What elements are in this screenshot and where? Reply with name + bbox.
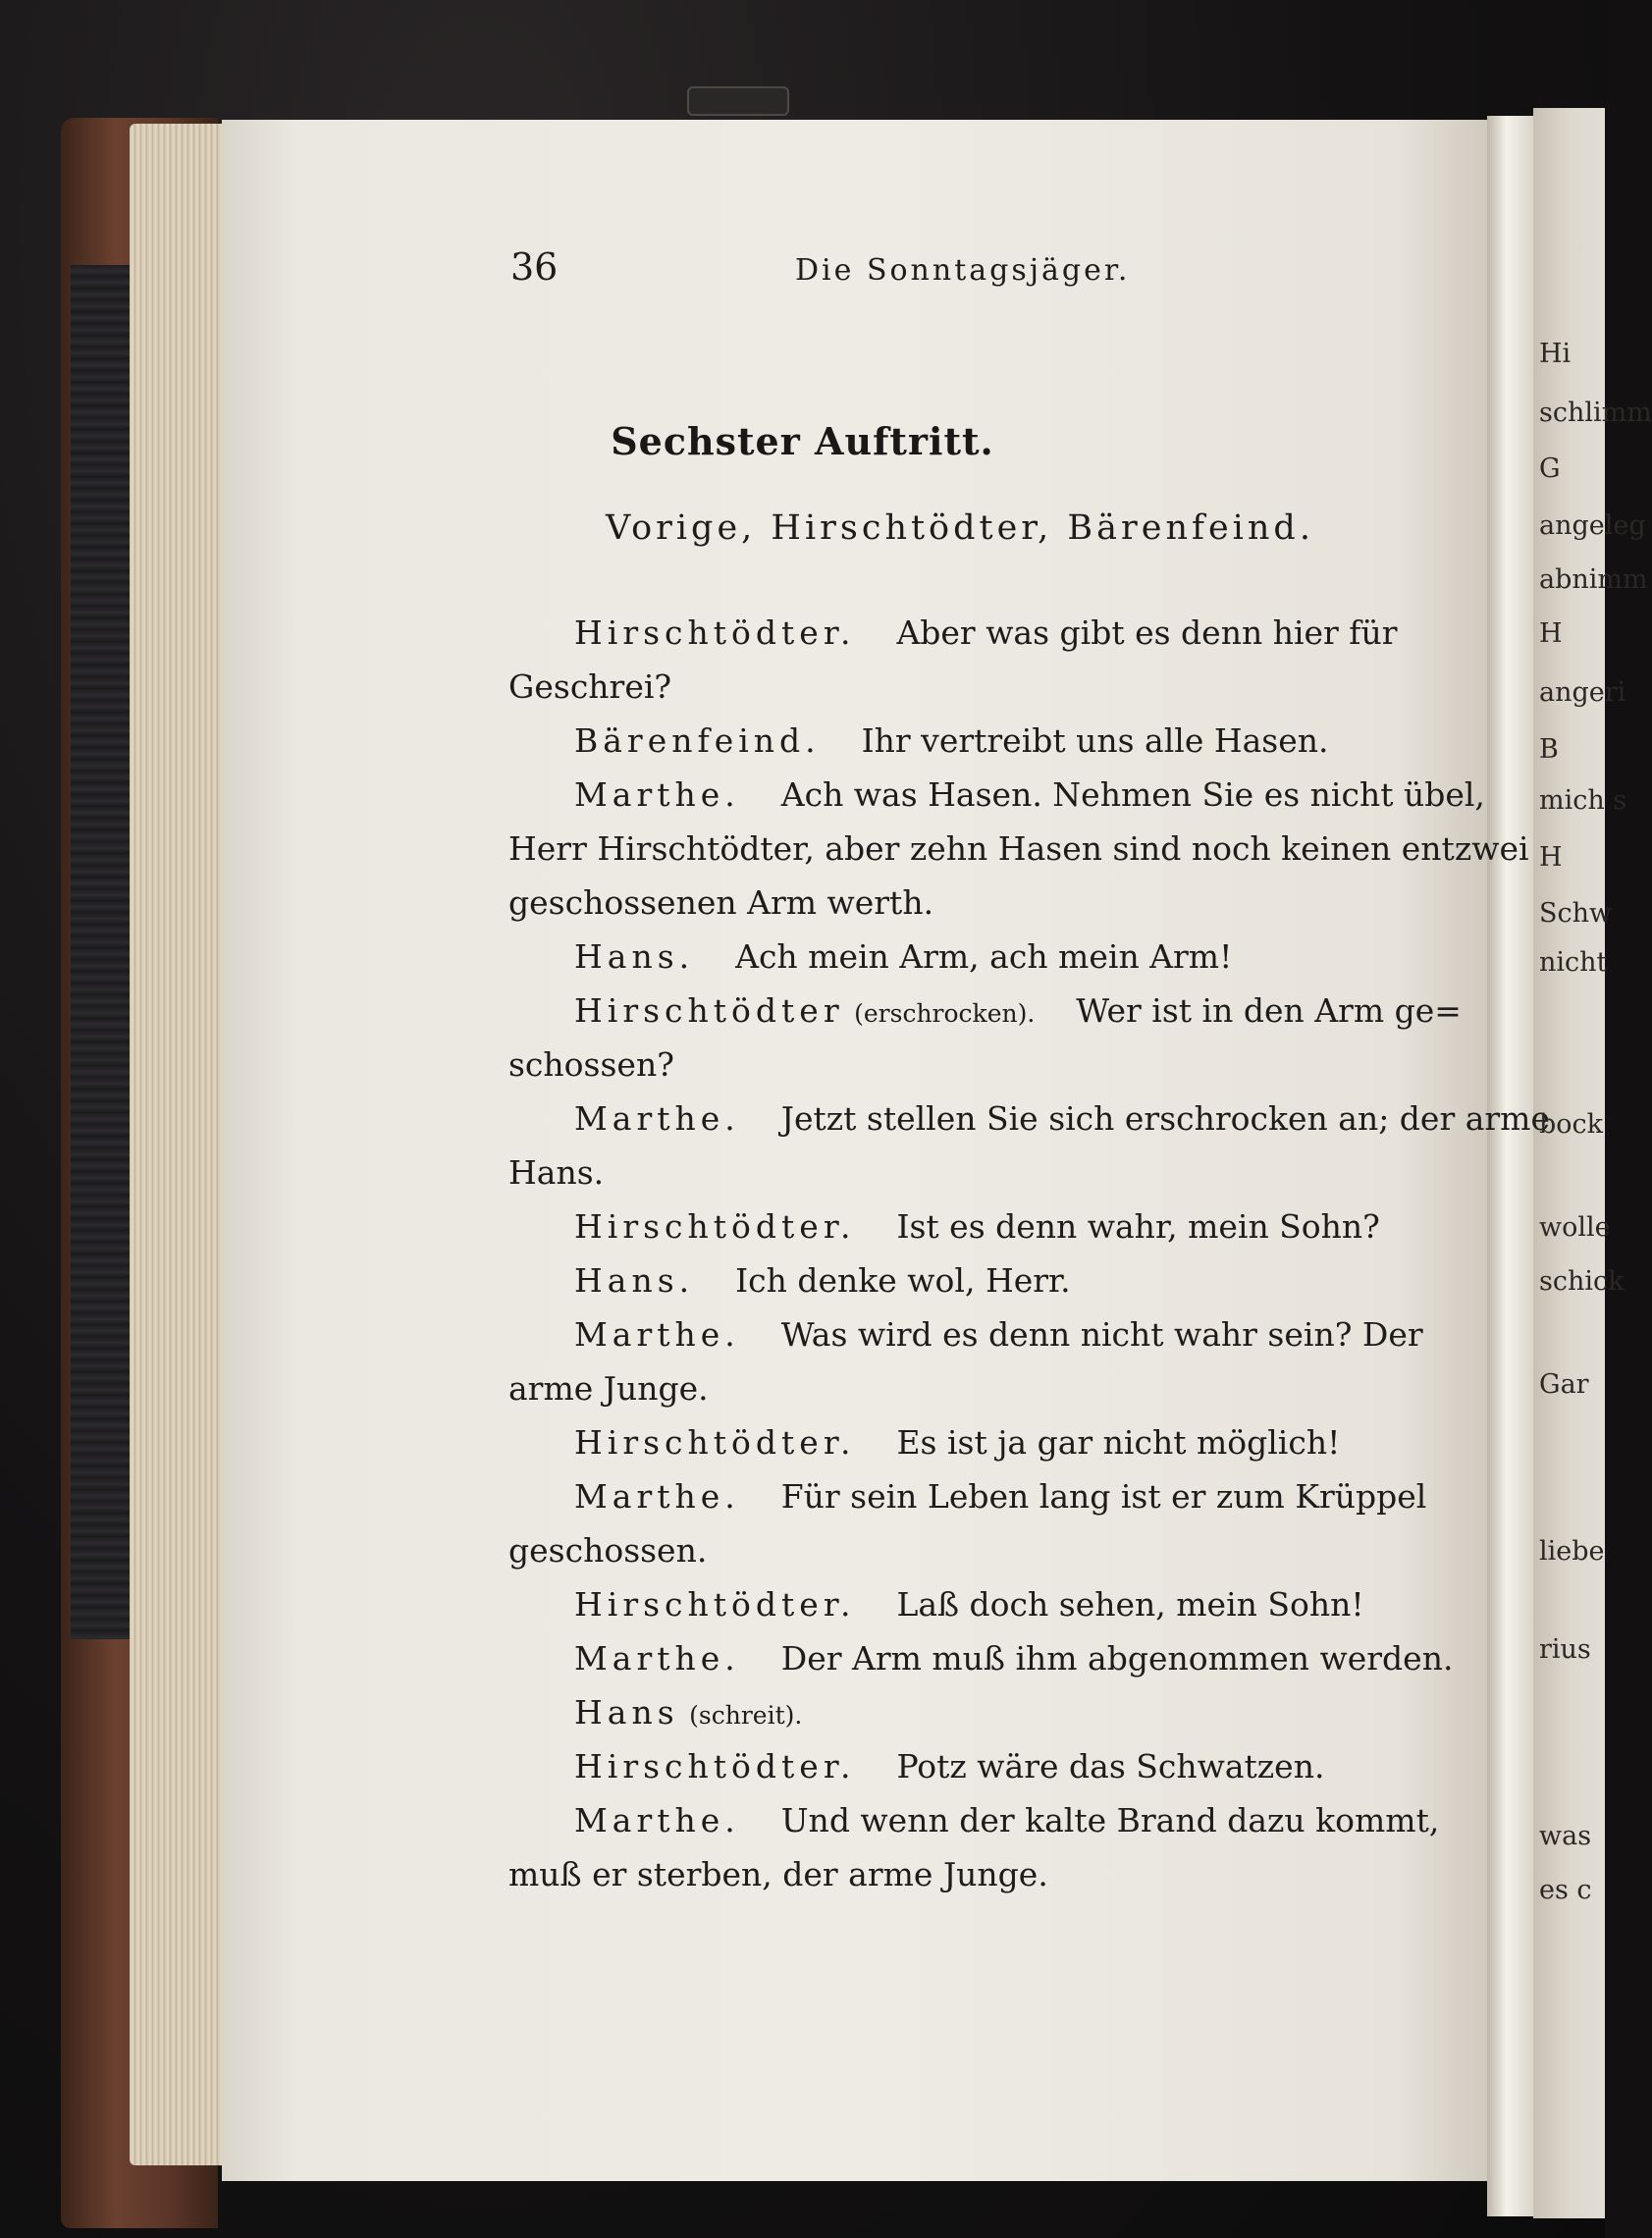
line-text: Aber was gibt es denn hier für: [896, 613, 1398, 652]
line-text: geschossenen Arm werth.: [508, 883, 934, 922]
speaker-name: Marthe.: [574, 1477, 740, 1516]
text-line: [574, 1693, 802, 1732]
right-page-fragment: abnimm: [1539, 564, 1648, 595]
text-line: [508, 883, 933, 922]
line-text: geschossen.: [508, 1531, 708, 1570]
book-spine: [71, 265, 132, 1639]
right-page-fragment: liebe: [1539, 1536, 1605, 1567]
scene-title: Sechster Auftritt.: [611, 419, 994, 463]
text-line: [574, 1639, 1453, 1678]
line-text: Ach mein Arm, ach mein Arm!: [735, 937, 1233, 976]
line-text: Potz wäre das Schwatzen.: [896, 1747, 1325, 1785]
running-title: Die Sonntagsjäger.: [795, 253, 1131, 288]
text-line: [574, 1801, 1439, 1839]
line-text: Ist es denn wahr, mein Sohn?: [896, 1207, 1380, 1246]
line-text: Was wird es denn nicht wahr sein? Der: [780, 1315, 1423, 1354]
right-page-fragment: angeri: [1539, 677, 1626, 708]
speaker-name: Marthe.: [574, 1315, 740, 1354]
right-page-fragment: wolle: [1539, 1212, 1611, 1243]
text-line: [574, 1261, 1071, 1300]
right-page-fragment: G: [1539, 453, 1561, 484]
text-line: [574, 1315, 1423, 1354]
speaker-name: Hirschtödter.: [574, 1747, 856, 1785]
right-page-fragment: bock: [1539, 1109, 1604, 1140]
right-page-fragment: schlimm: [1539, 398, 1652, 428]
page-number: 36: [510, 245, 559, 289]
text-line: [574, 613, 1398, 652]
line-text: muß er sterben, der arme Junge.: [508, 1855, 1048, 1893]
right-page-fragment: was: [1539, 1821, 1592, 1851]
speaker-name: Hirschtödter.: [574, 1423, 856, 1462]
line-text: Laß doch sehen, mein Sohn!: [896, 1585, 1364, 1624]
book-clasp: [687, 86, 789, 116]
right-page-fragment: H: [1539, 842, 1563, 873]
text-line: [508, 667, 671, 706]
line-text: schossen?: [508, 1045, 674, 1084]
text-line: [508, 1045, 674, 1084]
text-line: [508, 829, 1529, 868]
speaker-name: Marthe.: [574, 1099, 740, 1138]
line-text: Und wenn der kalte Brand dazu kommt,: [780, 1801, 1440, 1839]
right-page-fragment: Hi: [1539, 339, 1572, 369]
stage-direction: (schreit).: [689, 1701, 803, 1730]
speaker-name: Hirschtödter.: [574, 1207, 856, 1246]
line-text: Herr Hirschtödter, aber zehn Hasen sind noch keinen entzwei: [508, 829, 1529, 868]
text-line: [574, 1207, 1380, 1246]
line-text: Wer ist in den Arm ge=: [1076, 991, 1462, 1030]
right-page-fragment: B: [1539, 734, 1559, 765]
speaker-name: Hirschtödter.: [574, 1585, 856, 1624]
text-line: [574, 1477, 1426, 1516]
stage-direction: (erschrocken).: [854, 999, 1036, 1028]
text-line: [508, 1369, 709, 1408]
text-line: [574, 991, 1462, 1030]
line-text: Ich denke wol, Herr.: [735, 1261, 1071, 1300]
line-text: Ach was Hasen. Nehmen Sie es nicht übel,: [780, 775, 1485, 814]
right-page-fragment: angeleg: [1539, 510, 1646, 541]
line-text: Für sein Leben lang ist er zum Krüppel: [780, 1477, 1427, 1516]
right-page-fragment: Gar: [1539, 1369, 1589, 1400]
speaker-name: Hans.: [574, 1261, 695, 1300]
speaker-name: Marthe.: [574, 1801, 740, 1839]
text-line: [574, 1099, 1550, 1138]
text-line: [574, 721, 1329, 760]
line-text: Geschrei?: [508, 667, 672, 706]
speaker-name: Bärenfeind.: [574, 721, 821, 760]
right-page-fragment: rius: [1539, 1634, 1591, 1665]
line-text: Jetzt stellen Sie sich erschrocken an; der arme: [780, 1099, 1551, 1138]
right-page-fragment: Schw: [1539, 898, 1613, 929]
speaker-name: Hirschtödter.: [574, 613, 856, 652]
scene-personae: Vorige, Hirschtödter, Bärenfeind.: [606, 508, 1314, 548]
text-line: [574, 775, 1485, 814]
text-line: [574, 1747, 1324, 1785]
line-text: Es ist ja gar nicht möglich!: [896, 1423, 1341, 1462]
text-line: [574, 1423, 1340, 1462]
text-line: [574, 937, 1232, 976]
line-text: Ihr vertreibt uns alle Hasen.: [861, 721, 1329, 760]
text-line: [574, 1585, 1364, 1624]
right-page-fragment: H: [1539, 618, 1563, 649]
speaker-name: Marthe.: [574, 775, 740, 814]
right-page-fragment: schick: [1539, 1266, 1625, 1297]
text-line: [508, 1855, 1048, 1893]
text-line: [508, 1153, 604, 1192]
speaker-name: Hans.: [574, 937, 695, 976]
line-text: arme Junge.: [508, 1369, 709, 1408]
speaker-name: Hans: [574, 1693, 679, 1732]
text-line: [508, 1531, 707, 1570]
right-page-fragment: mich s: [1539, 785, 1627, 816]
speaker-name: Marthe.: [574, 1639, 740, 1678]
line-text: Der Arm muß ihm abgenommen werden.: [780, 1639, 1454, 1678]
right-page-fragment: es c: [1539, 1875, 1592, 1905]
speaker-name: Hirschtödter: [574, 991, 844, 1030]
right-page-fragment: nicht: [1539, 947, 1608, 978]
line-text: Hans.: [508, 1153, 605, 1192]
